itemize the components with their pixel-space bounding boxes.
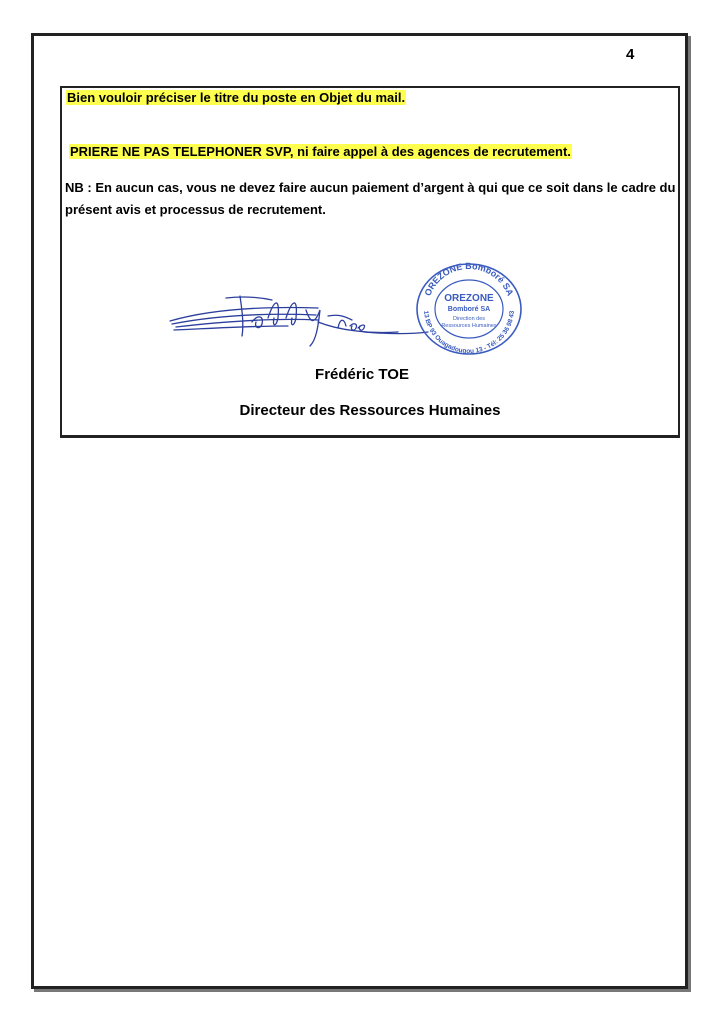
nb-line-2: présent avis et processus de recrutement. [65, 202, 326, 217]
company-stamp [414, 262, 524, 356]
stamp-ring-bottom: 13 BP 93 Ouagadougou 13 - Tél: 25 36 98 43 [422, 310, 516, 356]
notice-box [60, 86, 680, 438]
subject-instruction-line [66, 90, 406, 105]
stamp-center-line-1: Bomboré SA [447, 306, 491, 313]
stamp-center-line-3: Ressources Humaines [441, 323, 497, 329]
stamp-ring-top: OREZONE Bomboré SA [422, 262, 516, 298]
phone-warning: PRIERE NE PAS TELEPHONER SVP, ni faire appel à des agences de recrutement. [70, 144, 571, 159]
signer-title: Directeur des Ressources Humaines [239, 402, 501, 419]
phone-warning-line [69, 144, 572, 159]
nb-line-1: NB : En aucun cas, vous ne devez faire aucun paiement d’argent à qui que ce soit dans le cadre du [65, 180, 676, 195]
page-number: 4 [626, 46, 635, 63]
signer-name: Frédéric TOE [315, 366, 409, 383]
handwritten-signature [168, 288, 430, 350]
stamp-company: OREZONE [444, 293, 494, 304]
stamp-center-line-2: Direction des [452, 316, 486, 322]
subject-instruction: Bien vouloir préciser le titre du poste en Objet du mail. [67, 90, 406, 105]
